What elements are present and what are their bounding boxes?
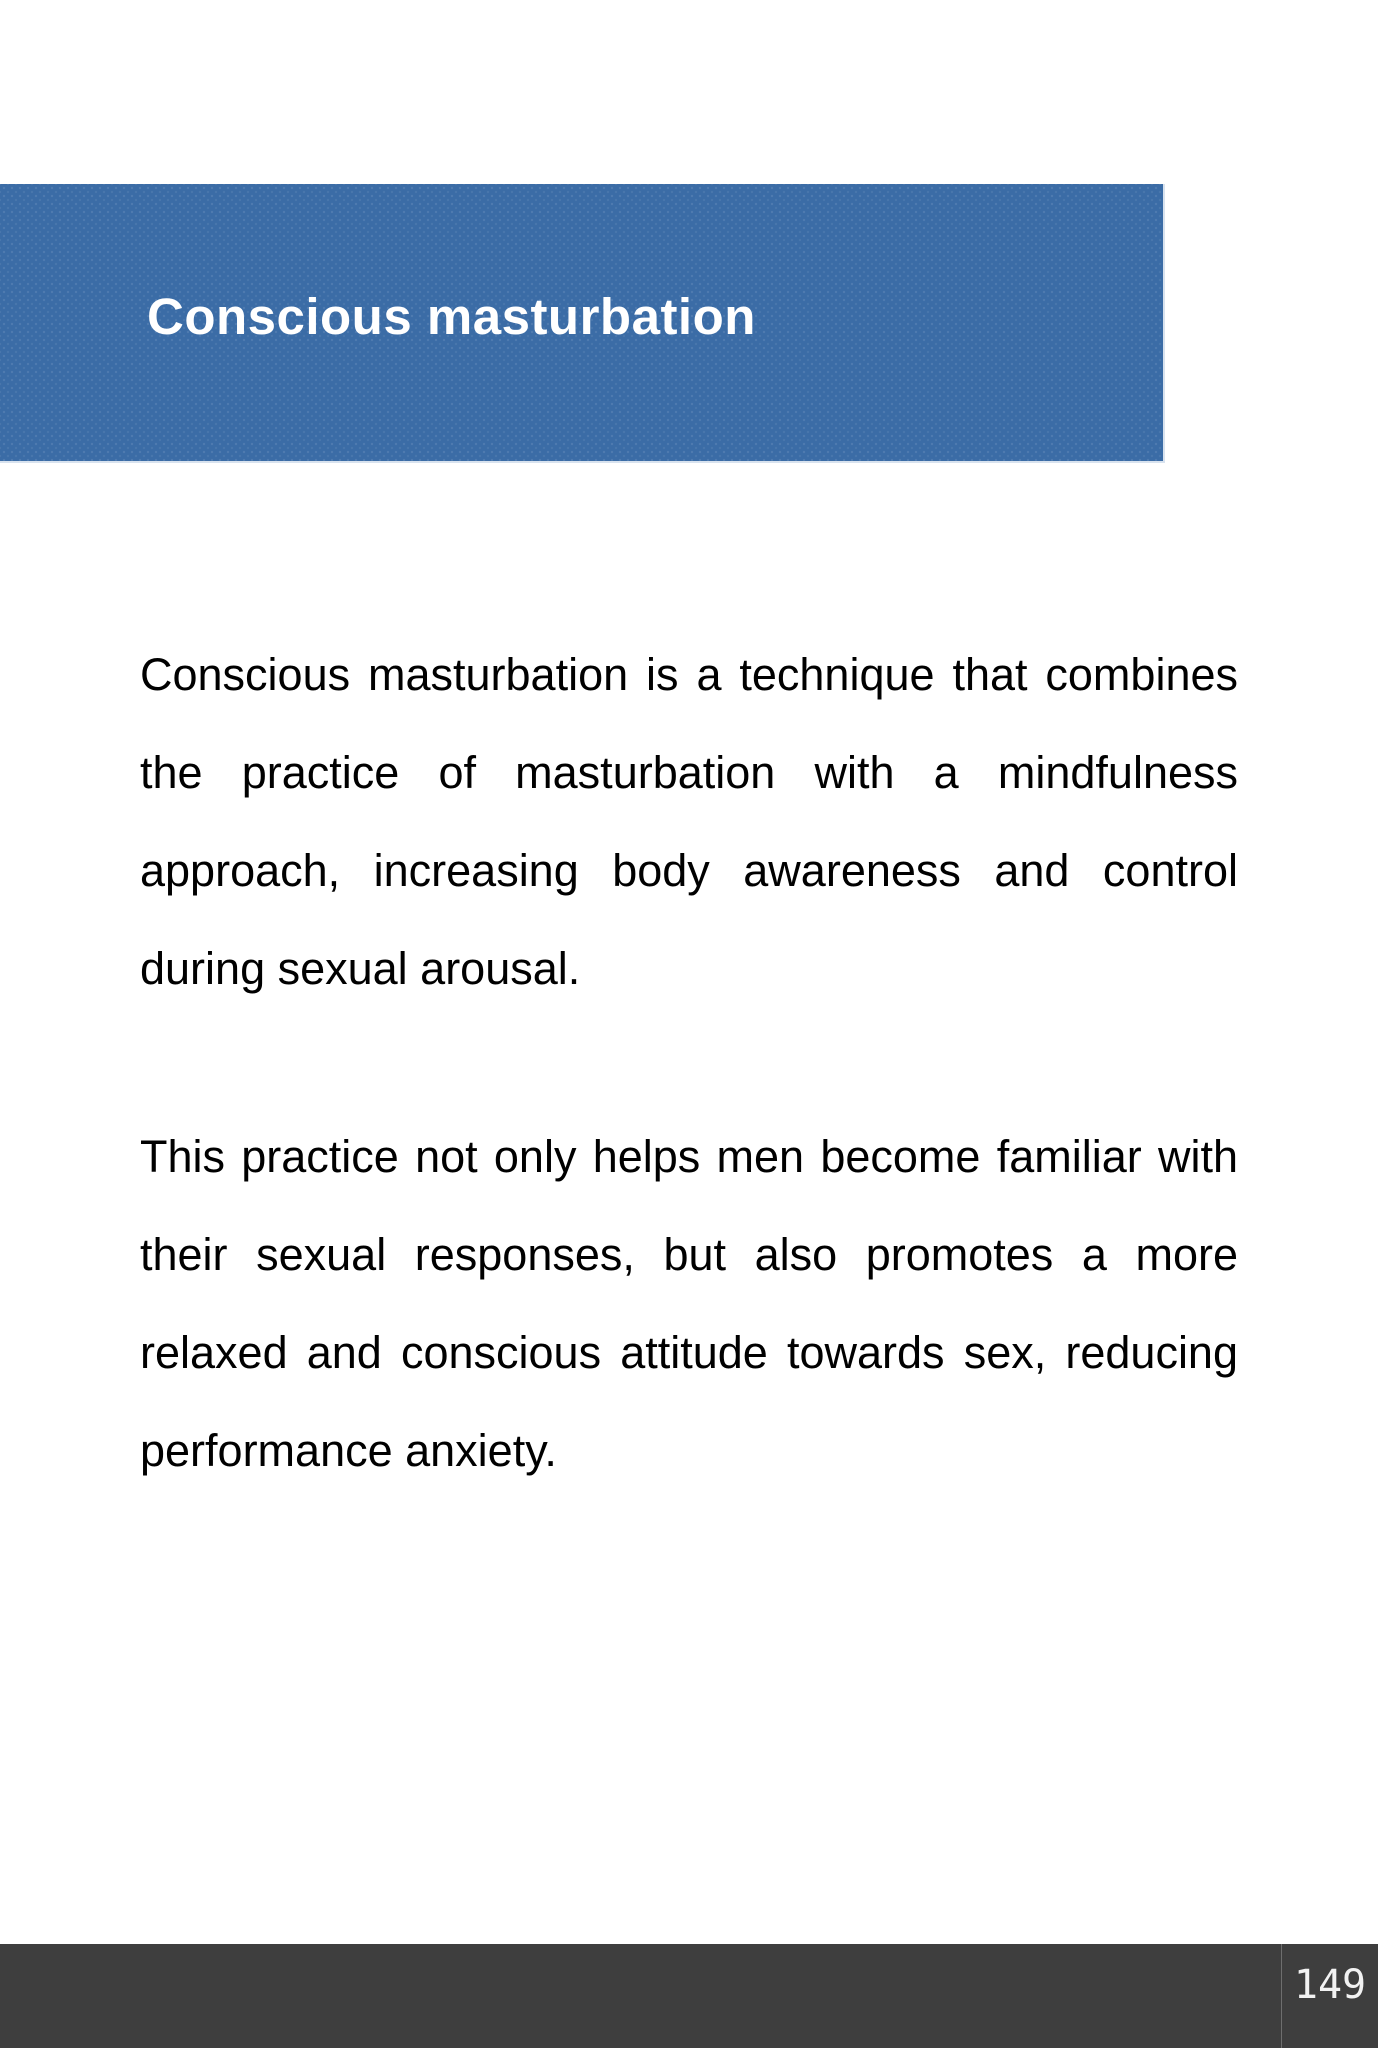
body-line: This practice not only helps men become familiar with — [140, 1131, 1238, 1182]
page-number: 149 — [1293, 1962, 1367, 2008]
body-line: their sexual responses, but also promotes a more — [140, 1229, 1238, 1280]
body-line: relaxed and conscious attitude towards sex, reducing — [140, 1327, 1238, 1378]
page-number-cell — [1281, 1944, 1378, 2048]
body-line: performance anxiety. — [140, 1425, 557, 1476]
chapter-header-banner — [0, 184, 1165, 463]
body-line: the practice of masturbation with a mindfulness — [140, 747, 1238, 798]
page-footer — [0, 1944, 1378, 2048]
body-line: approach, increasing body awareness and control — [140, 845, 1238, 896]
body-text — [140, 626, 1238, 1500]
body-line: during sexual arousal. — [140, 943, 581, 994]
paragraph — [140, 626, 1238, 1018]
chapter-title: Conscious masturbation — [147, 288, 756, 345]
paragraph — [140, 1108, 1238, 1500]
body-line: Conscious masturbation is a technique that combines — [140, 649, 1238, 700]
